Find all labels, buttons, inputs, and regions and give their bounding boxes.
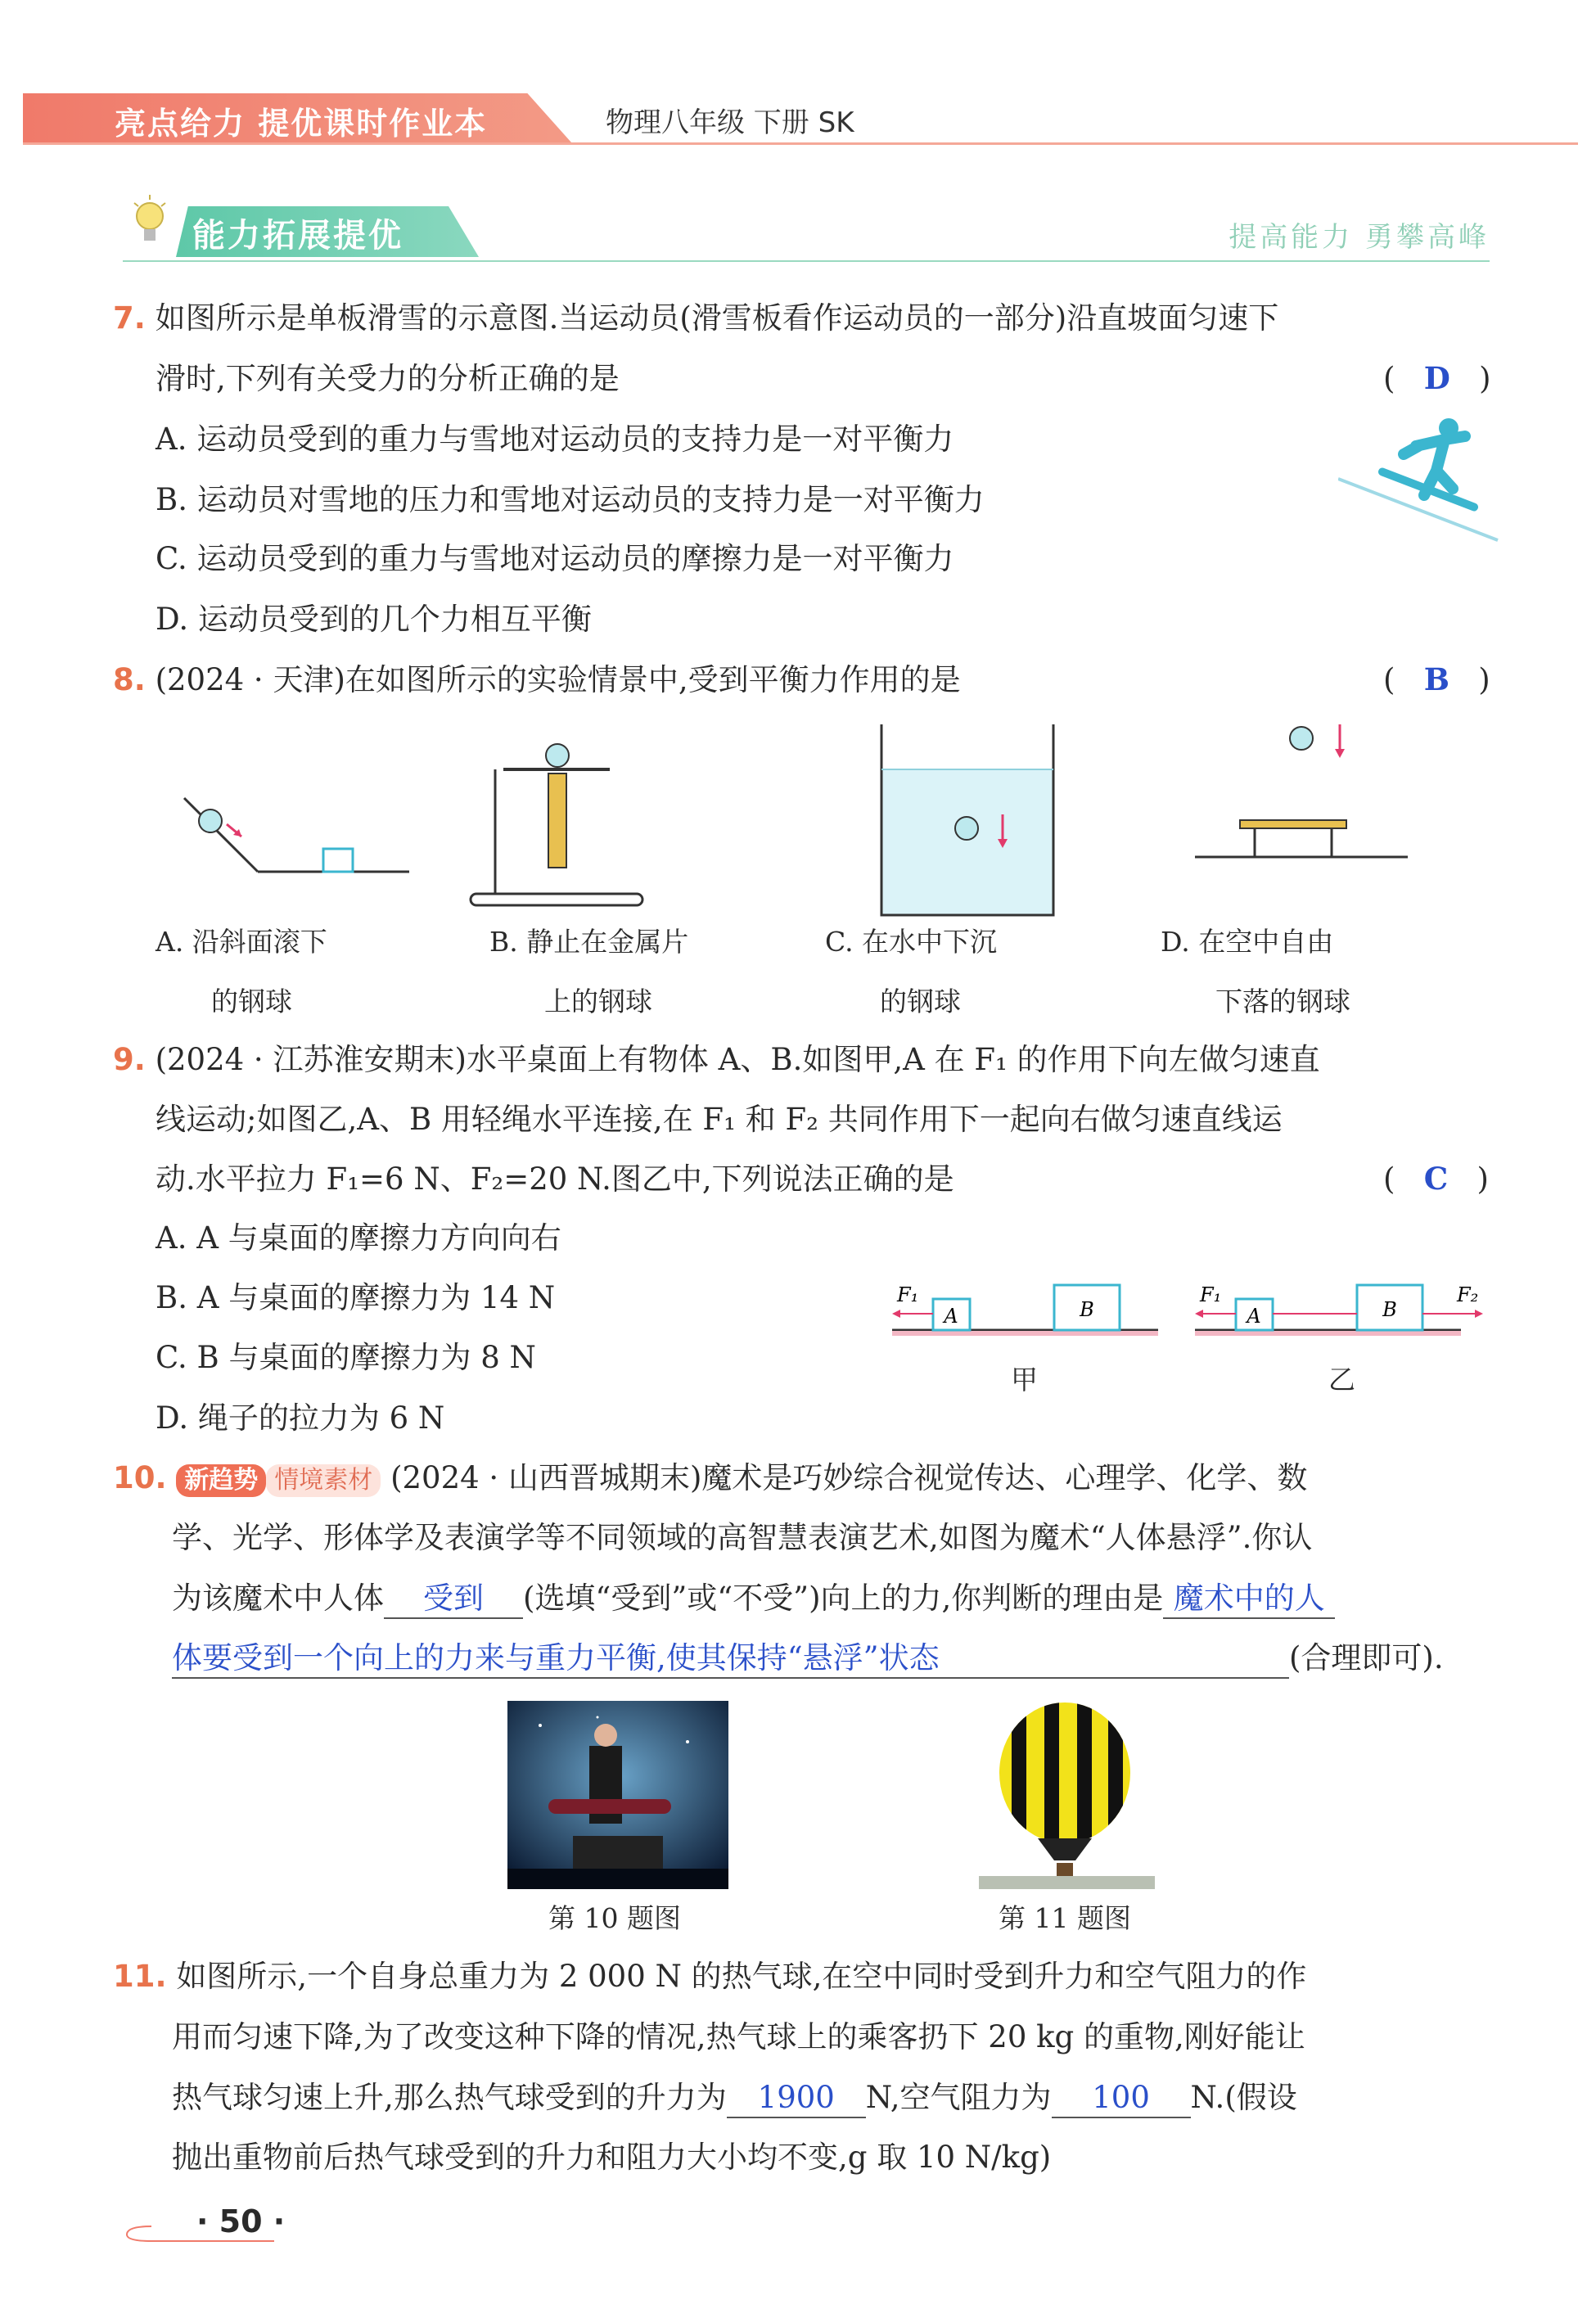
q10-blank1: 受到 [384, 1580, 523, 1619]
q11-stem-line1: 11. 如图所示,一个自身总重力为 2 000 N 的热气球,在空中同时受到升力和空气阻力的作 [113, 1959, 1307, 1994]
q9-fig-yi [1195, 1283, 1483, 1333]
q11-number: 11. [113, 1959, 167, 1994]
q8-answer: B [1423, 661, 1449, 697]
snowboarder-figure [1338, 413, 1502, 544]
q10-stem-line4: 体要受到一个向上的力来与重力平衡,使其保持“悬浮”状态 (合理即可). [172, 1639, 1444, 1679]
q10-blank2b: 体要受到一个向上的力来与重力平衡,使其保持“悬浮”状态 [172, 1639, 1289, 1679]
q9-jia-label-f1: F₁ [897, 1283, 919, 1306]
q10-stem-line1: 10. 新趋势 情境素材 (2024 · 山西晋城期末)魔术是巧妙综合视觉传达、心理学、化学、数 [113, 1460, 1308, 1495]
q8-caption-c2: 的钢球 [880, 985, 961, 1017]
q9-fig-jia [892, 1283, 1158, 1333]
q11-blank-lift: 1900 [727, 2079, 866, 2118]
q9-jia-label-b: B [1080, 1298, 1094, 1321]
q9-stem-line1: 9. (2024 · 江苏淮安期末)水平桌面上有物体 A、B.如图甲,A 在 F₁ 的作用下向左做匀速直 [113, 1042, 1320, 1077]
q8-stem-line1: 8. (2024 · 天津)在如图所示的实验情景中,受到平衡力作用的是 [113, 662, 961, 697]
q9-option-a: A. A 与桌面的摩擦力方向向右 [156, 1220, 561, 1256]
section-motto: 提高能力 勇攀高峰 [1229, 221, 1490, 254]
q9-yi-label-f2: F₂ [1457, 1283, 1479, 1306]
q8-fig-a [184, 798, 409, 872]
q8-caption-a1: A. 沿斜面滚下 [156, 926, 327, 958]
q9-yi-label-a: A [1247, 1305, 1261, 1328]
q10-tag-context: 情境素材 [266, 1464, 381, 1497]
lightbulb-icon [131, 195, 169, 255]
q10-blank2a: 魔术中的人 [1163, 1580, 1335, 1619]
q9-option-d: D. 绳子的拉力为 6 N [156, 1400, 445, 1436]
q8-figures [176, 712, 1428, 917]
q7-stem-line2: 滑时,下列有关受力的分析正确的是 [156, 361, 620, 396]
q9-answer-box: ( C ) [1383, 1161, 1489, 1197]
page-number-decoration [119, 2210, 282, 2243]
header-subject: 物理八年级 下册 SK [606, 106, 854, 139]
q9-yi-label-b: B [1382, 1298, 1397, 1321]
q9-option-c: C. B 与桌面的摩擦力为 8 N [156, 1340, 536, 1375]
q10-stem-line3: 为该魔术中人体 受到 (选填“受到”或“不受”)向上的力,你判断的理由是 魔术中的人 [172, 1580, 1335, 1619]
q11-balloon-photo [979, 1701, 1155, 1889]
q8-fig-d [1195, 724, 1408, 857]
q8-caption-d2: 下落的钢球 [1215, 985, 1350, 1017]
q8-fig-c [881, 724, 1053, 915]
q7-number: 7. [113, 300, 146, 336]
q8-caption-d1: D. 在空中自由 [1161, 926, 1334, 958]
q10-number: 10. [113, 1460, 167, 1495]
q8-fig-b [471, 744, 642, 905]
section-divider [123, 260, 1490, 262]
q7-answer-box: ( D ) [1383, 360, 1491, 396]
q11-figure-caption: 第 11 题图 [999, 1902, 1131, 1934]
q9-caption-jia: 甲 [1011, 1364, 1038, 1396]
q9-caption-yi: 乙 [1328, 1364, 1355, 1396]
q7-option-d: D. 运动员受到的几个力相互平衡 [156, 602, 592, 637]
q8-caption-a2: 的钢球 [211, 985, 292, 1017]
q9-answer: C [1423, 1161, 1449, 1197]
q7-option-a: A. 运动员受到的重力与雪地对运动员的支持力是一对平衡力 [156, 422, 954, 457]
q11-stem-line3: 热气球匀速上升,那么热气球受到的升力为 1900 N,空气阻力为 100 N.(假设 [172, 2079, 1297, 2118]
q8-caption-c1: C. 在水中下沉 [825, 926, 998, 958]
q7-option-b: B. 运动员对雪地的压力和雪地对运动员的支持力是一对平衡力 [156, 482, 985, 517]
q8-caption-b1: B. 静止在金属片 [489, 926, 689, 958]
q11-stem-line2: 用而匀速下降,为了改变这种下降的情况,热气球上的乘客扔下 20 kg 的重物,刚好能让 [172, 2019, 1305, 2054]
q9-option-b: B. A 与桌面的摩擦力为 14 N [156, 1280, 556, 1315]
header-divider [23, 142, 1578, 145]
q8-answer-box: ( B ) [1383, 661, 1490, 697]
q9-figures [884, 1265, 1506, 1355]
q9-yi-label-f1: F₁ [1200, 1283, 1222, 1306]
q7-answer: D [1423, 360, 1450, 396]
q7-stem-line1: 7. 如图所示是单板滑雪的示意图.当运动员(滑雪板看作运动员的一部分)沿直坡面匀速下 [113, 300, 1279, 336]
q10-figure-caption: 第 10 题图 [548, 1902, 681, 1934]
q11-stem-line4: 抛出重物前后热气球受到的升力和阻力大小均不变,g 取 10 N/kg) [172, 2140, 1052, 2175]
q9-jia-label-a: A [944, 1305, 958, 1328]
q7-option-c: C. 运动员受到的重力与雪地对运动员的摩擦力是一对平衡力 [156, 541, 954, 576]
q9-stem-line2: 线运动;如图乙,A、B 用轻绳水平连接,在 F₁ 和 F₂ 共同作用下一起向右做匀速直线运 [156, 1102, 1283, 1137]
section-title: 能力拓展提优 [192, 217, 404, 255]
page-number: · 50 · [196, 2203, 286, 2239]
q11-blank-resistance: 100 [1052, 2079, 1191, 2118]
q9-number: 9. [113, 1042, 146, 1077]
q10-magic-photo [507, 1701, 728, 1889]
q10-tag-trend: 新趋势 [176, 1464, 266, 1497]
q8-caption-b2: 上的钢球 [544, 985, 652, 1017]
q10-stem-line2: 学、光学、形体学及表演学等不同领域的高智慧表演艺术,如图为魔术“人体悬浮”.你认 [172, 1520, 1313, 1555]
header-brand: 亮点给力 提优课时作业本 [115, 106, 488, 142]
q8-number: 8. [113, 662, 146, 697]
q9-stem-line3: 动.水平拉力 F₁=6 N、F₂=20 N.图乙中,下列说法正确的是 [156, 1161, 954, 1197]
